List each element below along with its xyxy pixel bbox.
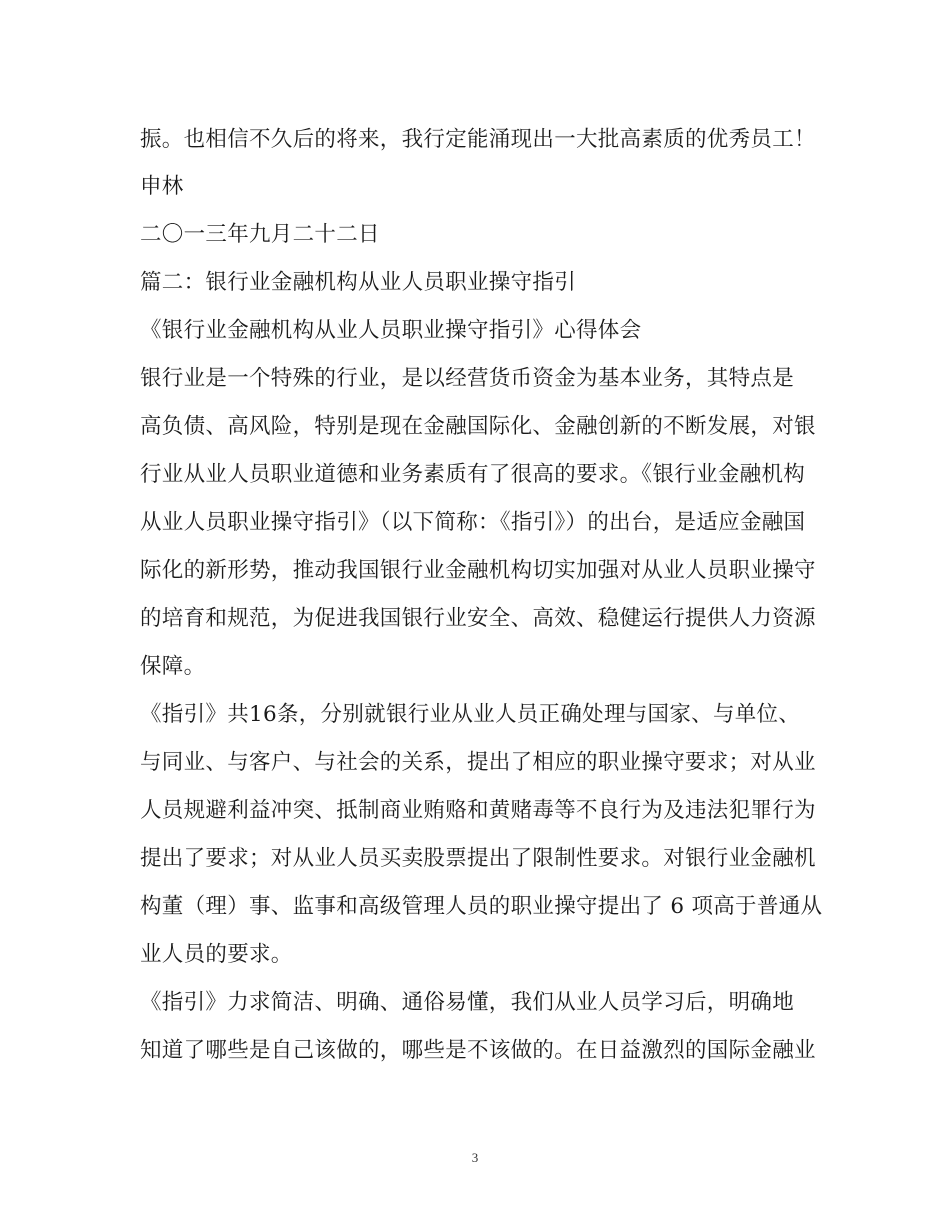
text-line: 保障。 xyxy=(140,654,206,679)
text-line: 《指引》力求简洁、明确、通俗易懂，我们从业人员学习后，明确地 xyxy=(140,990,795,1015)
text-line: 行业从业人员职业道德和业务素质有了很高的要求。《银行业金融机构 xyxy=(140,462,806,487)
signature-name: 申林 xyxy=(140,174,184,199)
text-line: 与同业、与客户、与社会的关系，提出了相应的职业操守要求；对从业 xyxy=(140,750,816,775)
text-line: 振。也相信不久后的将来，我行定能涌现出一大批高素质的优秀员工！ xyxy=(140,127,816,152)
text-line: 业人员的要求。 xyxy=(140,942,293,967)
section-heading: 篇二：银行业金融机构从业人员职业操守指引 xyxy=(140,270,577,295)
text-line: 人员规避利益冲突、抵制商业贿赂和黄赌毒等不良行为及违法犯罪行为 xyxy=(140,798,816,823)
text-line: 知道了哪些是自己该做的，哪些是不该做的。在日益激烈的国际金融业 xyxy=(140,1038,816,1063)
text-line: 际化的新形势，推动我国银行业金融机构切实加强对从业人员职业操守 xyxy=(140,558,816,583)
signature-date: 二〇一三年九月二十二日 xyxy=(140,222,380,247)
text-line: 构董（理）事、监事和高级管理人员的职业操守提出了 6 项高于普通从 xyxy=(140,894,823,919)
article-title: 《银行业金融机构从业人员职业操守指引》心得体会 xyxy=(140,318,642,343)
text-line: 银行业是一个特殊的行业，是以经营货币资金为基本业务，其特点是 xyxy=(140,366,795,391)
text-line: 从业人员职业操守指引》（以下简称：《指引》）的出台，是适应金融国 xyxy=(140,510,806,535)
text-line: 的培育和规范，为促进我国银行业安全、高效、稳健运行提供人力资源 xyxy=(140,606,816,631)
text-line: 高负债、高风险，特别是现在金融国际化、金融创新的不断发展，对银 xyxy=(140,414,816,439)
text-line: 《指引》共16条，分别就银行业从业人员正确处理与国家、与单位、 xyxy=(140,702,801,727)
text-line: 提出了要求；对从业人员买卖股票提出了限制性要求。对银行业金融机 xyxy=(140,846,816,871)
page-number: 3 xyxy=(471,1150,479,1165)
